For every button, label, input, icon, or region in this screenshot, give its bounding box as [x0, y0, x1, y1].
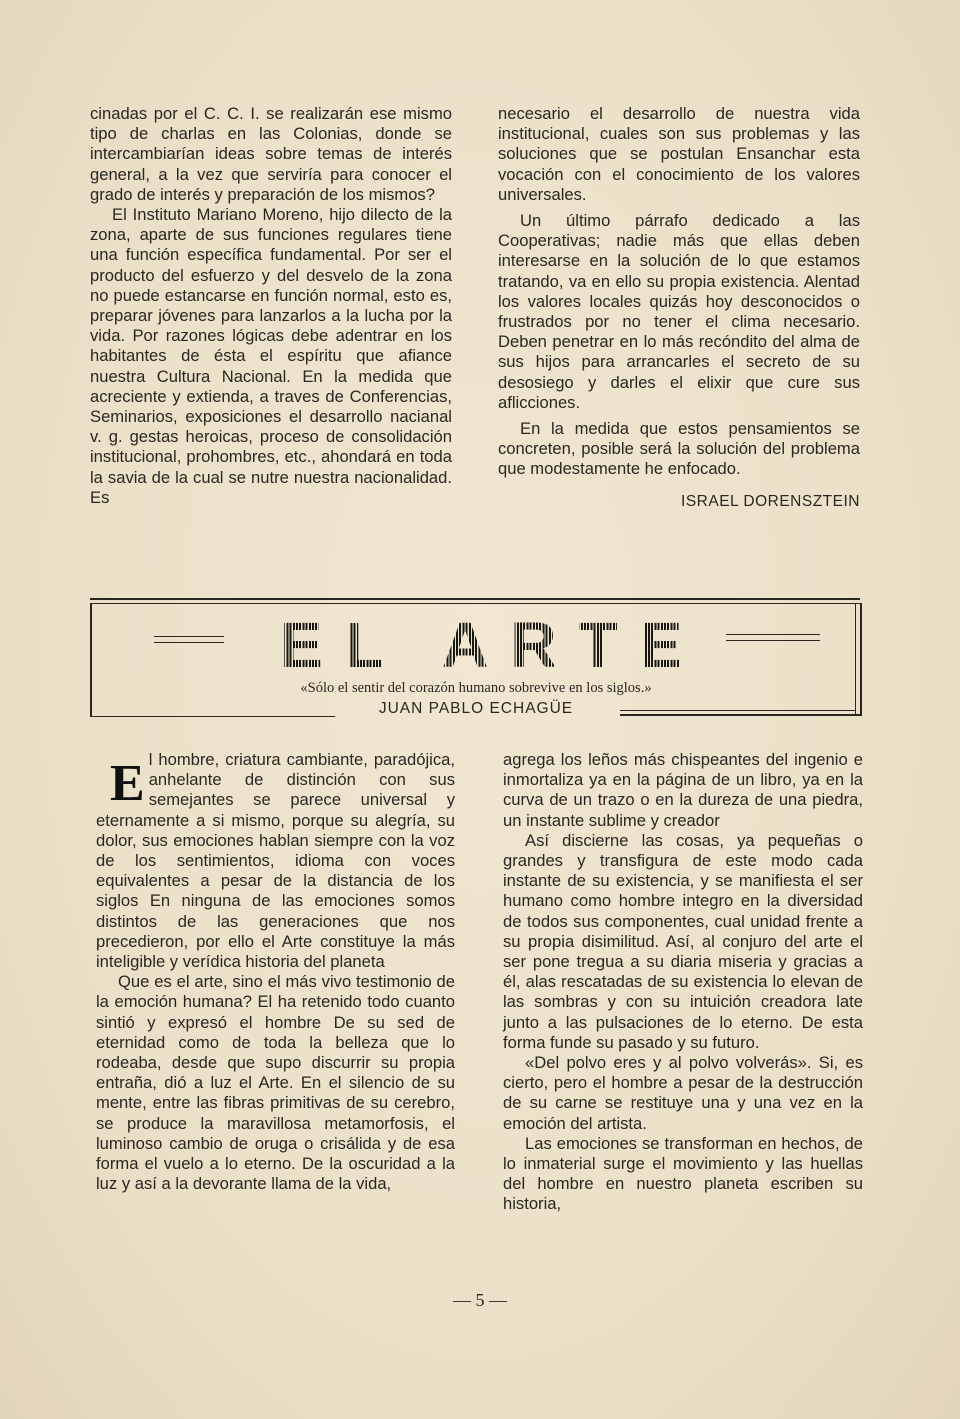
banner-frame-line: [90, 598, 860, 600]
paragraph: Así discierne las cosas, ya pequeñas o grandes y transfigura de este modo cada instante de su existencia, y se manifiesta el ser humano como hombre integro en la diversidad de todos sus componentes, cual unidad frente a su propia disimilitud. Así, al conjuro del arte el ser pone tregua a su diaria miseria y gracias a él, alas rescatadas de su existencia lo elevan de las sombras y con su intuición creadora late junto a las pulsaciones de lo eterno. De esta forma funde su pasado y su futuro.: [503, 830, 863, 1052]
page-number: — 5 —: [453, 1290, 507, 1310]
paragraph: El Instituto Mariano Moreno, hijo dilecto de la zona, aparte de sus funciones regulares tiene una función específica fundamental. Por ser el producto del esfuerzo y del desvelo de la zona no puede estancarse en función normal, esto es, preparar jóvenes para lanzarlos a la lucha por la vida. Por razones lógicas debe adentrar en los habitantes de ésta el espíritu que afiance nuestra Cultura Nacional. En la medida que acreciente y extienda, a traves de Conferencias, Seminarios, exposiciones el desarrollo nacianal v. g. gestas heroicas, proceso de consolidación institucional, prohombres, etc., ahondará en toda la savia de la cual se nutre nuestra nacionalidad. Es: [90, 205, 452, 507]
paragraph: cinadas por el C. C. I. se realizarán ese mismo tipo de charlas en las Colonias, donde se intercambiarían ideas sobre temas de interés general, a la vez que serviría para conocer el grado de interés y preparación de los mismos?: [90, 104, 452, 204]
section-banner: [90, 598, 862, 720]
banner-frame-line: [860, 603, 862, 715]
epigraph-quote: «Sólo el sentir del corazón humano sobrevive en los siglos.»: [300, 680, 652, 696]
epigraph-author: JUAN PABLO ECHAGÜE: [378, 700, 574, 717]
paragraph: Un último párrafo dedicado a las Cooperativas; nadie más que ellas deben interesarse en la solución de lo que estamos tratando, va en ello su propia existencia. Alentad los valores locales quizás hoy desconocidos o frustrados por no tener el clima necesario. Deben penetrar en lo más recóndito del alma de sus hijos para arrancarles el secreto de su desosiego y darles el elixir que cure sus aflicciones.: [498, 211, 860, 412]
article-column-bottom-left: [96, 750, 455, 1194]
paragraph: [96, 750, 455, 972]
paragraph: necesario el desarrollo de nuestra vida institucional, cuales son sus problemas y las soluciones que se postulan Ensanchar esta vocación con el conocimiento de los valores universales.: [498, 104, 860, 204]
banner-frame-line: [90, 603, 860, 604]
paragraph: agrega los leños más chispeantes del ingenio e inmortaliza ya en la página de un libro, ya en la curva de un trazo o en la dureza de una piedra, un instante sublime y creador: [503, 750, 863, 830]
drop-cap: E: [110, 755, 145, 812]
decorative-dash-left: [154, 636, 224, 643]
paragraph: Las emociones se transforman en hechos, de lo inmaterial surge el movimiento y las huellas del hombre en nuestro planeta escriben su historia,: [503, 1133, 863, 1214]
section-title: [280, 609, 705, 681]
paragraph: Que es el arte, sino el más vivo testimonio de la emoción humana? El ha retenido todo cuanto sintió y expresó el hombre De su sed de eternidad como de toda la belleza que lo rodeaba, desde que supo discurrir su propia entraña, dió a luz el Arte. En el silencio de su mente, entre las fibras primitivas de su cerebro, se produce la maravillosa metamorfosis, el luminoso cambio de oruga o crisálida y de esa forma el vuelo a lo eterno. De la oscuridad a la luz y así a la devorante llama de la vida,: [96, 972, 455, 1194]
paragraph: En la medida que estos pensamientos se concreten, posible será la solución del problema que modestamente he enfocado.: [498, 419, 860, 479]
banner-frame-line: [855, 603, 856, 715]
author-signature: ISRAEL DORENSZTEIN: [681, 492, 860, 510]
section-title-text: EL ARTE: [280, 609, 705, 681]
decorative-dash-right: [726, 634, 820, 641]
article-column-top-right: [498, 104, 860, 512]
paragraph-text: l hombre, criatura cambiante, paradójica, anhelante de distinción con sus semejantes se parece universal y eternamente a si mismo, porque su alegría, su dolor, sus emociones hablan siempre con la voz de los sentimientos, idioma con voces equivalentes a pesar de la distancia de los siglos En ninguna de las emociones somos distintos de las generaciones que nos precedieron, por ello el Arte constituye la más inteligible y verídica historia del planeta: [96, 750, 455, 972]
article-column-bottom-right: [503, 750, 863, 1215]
paragraph: «Del polvo eres y al polvo volverás». Si, es cierto, pero el hombre a pesar de la destrucción de su carne se restituye una y una vez en la emoción del artista.: [503, 1053, 863, 1133]
article-column-top-left: [90, 104, 452, 508]
